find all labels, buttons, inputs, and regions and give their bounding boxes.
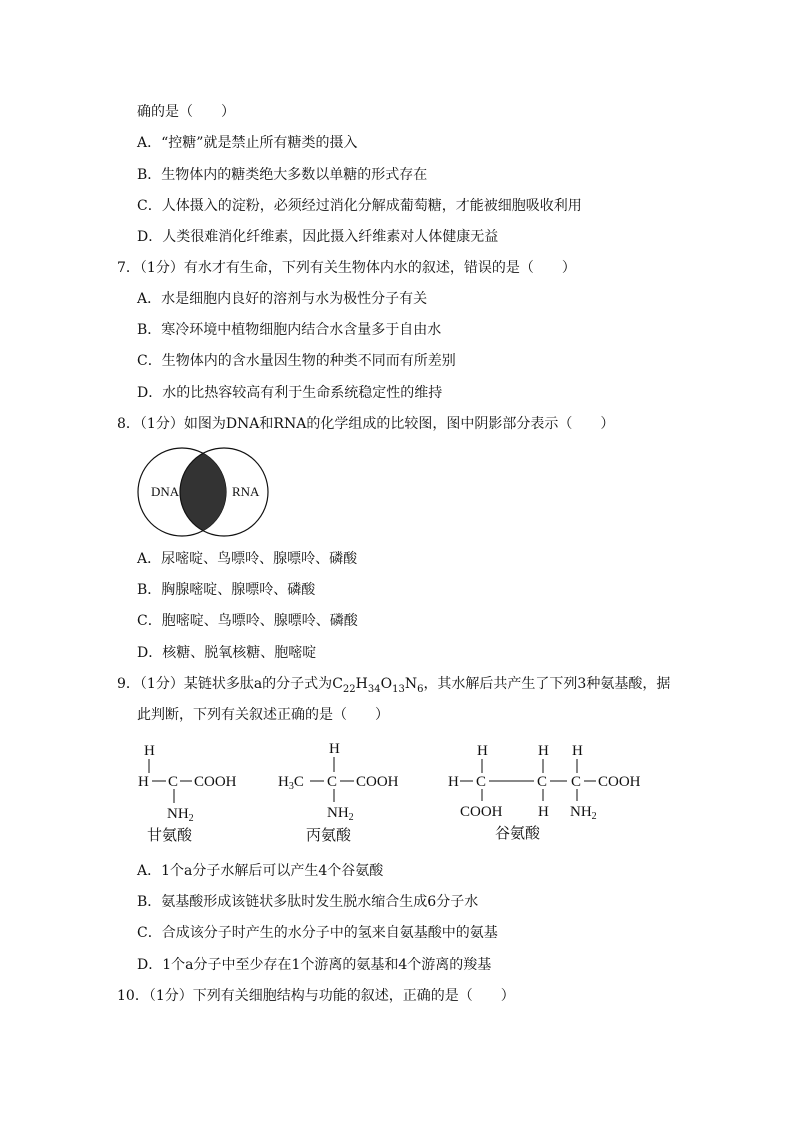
option-text: 1个a分子中至少存在1个游离的氨基和4个游离的羧基 bbox=[162, 957, 492, 973]
option-text: 人类很难消化纤维素，因此摄入纤维素对人体健康无益 bbox=[162, 229, 499, 245]
svg-text:H: H bbox=[144, 743, 155, 759]
option-text: 生物体内的糖类绝大多数以单糖的形式存在 bbox=[161, 167, 428, 183]
q7-option-b bbox=[137, 321, 441, 339]
option-label: C． bbox=[137, 198, 162, 214]
option-text: 水是细胞内良好的溶剂与水为极性分子有关 bbox=[161, 291, 428, 307]
alanine-label: 丙氨酸 bbox=[306, 828, 352, 844]
q9-stem bbox=[117, 675, 670, 699]
svg-text:COOH: COOH bbox=[460, 804, 503, 820]
q7-option-a bbox=[137, 290, 427, 308]
q10-stem bbox=[117, 987, 515, 1005]
q8-option-c bbox=[137, 612, 358, 630]
question-text-pre: （1分）某链状多肽a的分子式为 bbox=[139, 676, 333, 692]
option-label: C． bbox=[137, 353, 162, 369]
option-label: C． bbox=[137, 925, 162, 941]
q6-option-c bbox=[137, 197, 582, 215]
q9-option-c bbox=[137, 924, 498, 942]
svg-text:H: H bbox=[448, 774, 459, 790]
option-text: 氨基酸形成该链状多肽时发生脱水缩合生成6分子水 bbox=[161, 894, 479, 910]
option-text: 生物体内的含水量因生物的种类不同而有所差别 bbox=[161, 353, 456, 369]
svg-text:C: C bbox=[537, 774, 548, 790]
option-label: D． bbox=[137, 229, 163, 245]
svg-text:H: H bbox=[572, 743, 583, 759]
question-text: （1分）有水才有生命，下列有关生物体内水的叙述，错误的是（ ） bbox=[139, 260, 576, 276]
option-label: B． bbox=[137, 894, 162, 910]
glutamate-structure bbox=[448, 743, 641, 842]
question-number: 8． bbox=[117, 416, 140, 432]
question-text-post: ，其水解后共产生了下列3种氨基酸，据 bbox=[423, 676, 671, 692]
q6-option-b bbox=[137, 166, 427, 184]
svg-text:C: C bbox=[168, 774, 179, 790]
q9-option-a bbox=[137, 862, 383, 880]
q7-option-c bbox=[137, 352, 456, 370]
svg-text:NH2: $NH_2$ bbox=[327, 805, 354, 823]
option-label: A． bbox=[137, 551, 162, 567]
option-label: B． bbox=[137, 167, 162, 183]
q8-option-d bbox=[137, 644, 316, 662]
option-text: “控糖”就是禁止所有糖类的摄入 bbox=[161, 135, 358, 151]
svg-text:COOH: COOH bbox=[356, 774, 399, 790]
svg-text:COOH: COOH bbox=[194, 774, 237, 790]
dna-label: DNA bbox=[151, 484, 180, 499]
molecular-formula: $C_{22}H_{34}O_{13}N_6$ bbox=[332, 676, 424, 695]
alanine-structure bbox=[278, 741, 399, 844]
glycine-label: 甘氨酸 bbox=[147, 828, 193, 844]
question-text: （1分）如图为DNA和RNA的化学组成的比较图，图中阴影部分表示（ ） bbox=[139, 416, 615, 432]
svg-text:H: H bbox=[138, 774, 149, 790]
option-label: A． bbox=[137, 135, 162, 151]
svg-text:H: H bbox=[329, 741, 340, 757]
q8-option-a bbox=[137, 550, 357, 568]
q7-stem bbox=[117, 259, 576, 277]
option-label: A． bbox=[137, 863, 162, 879]
svg-text:C: C bbox=[476, 774, 487, 790]
question-number: 9． bbox=[117, 676, 140, 692]
svg-text:NH2: $NH_2$ bbox=[167, 806, 194, 824]
svg-text:C: C bbox=[327, 774, 338, 790]
question-text: （1分）下列有关细胞结构与功能的叙述，正确的是（ ） bbox=[148, 988, 515, 1004]
option-text: 人体摄入的淀粉，必须经过消化分解成葡萄糖，才能被细胞吸收利用 bbox=[161, 198, 582, 214]
option-label: B． bbox=[137, 322, 162, 338]
q7-option-d bbox=[137, 384, 442, 402]
amino-acid-structures bbox=[130, 738, 670, 848]
svg-text:H: H bbox=[477, 743, 488, 759]
question-number: 10． bbox=[117, 988, 149, 1004]
q9-stem-line2: 此判断，下列有关叙述正确的是（ ） bbox=[137, 707, 389, 723]
option-label: A． bbox=[137, 291, 162, 307]
q9-option-b bbox=[137, 893, 478, 911]
option-label: B． bbox=[137, 582, 162, 598]
q6-stem-continuation: 确的是（ ） bbox=[137, 104, 235, 120]
option-label: D． bbox=[137, 645, 163, 661]
svg-text:H: H bbox=[538, 743, 549, 759]
option-label: D． bbox=[137, 385, 163, 401]
svg-text:H3C: $H_3C$ bbox=[278, 774, 304, 792]
glycine-structure bbox=[138, 743, 237, 844]
option-text: 核糖、脱氧核糖、胞嘧啶 bbox=[162, 645, 317, 661]
option-text: 寒冷环境中植物细胞内结合水含量多于自由水 bbox=[161, 322, 442, 338]
rna-label: RNA bbox=[232, 484, 260, 499]
option-label: D． bbox=[137, 957, 163, 973]
svg-text:H: H bbox=[538, 804, 549, 820]
svg-text:C: C bbox=[571, 774, 582, 790]
option-text: 胞嘧啶、鸟嘌呤、腺嘌呤、磷酸 bbox=[161, 613, 358, 629]
q8-option-b bbox=[137, 581, 315, 599]
option-text: 合成该分子时产生的水分子中的氢来自氨基酸中的氨基 bbox=[161, 925, 498, 941]
q6-option-a bbox=[137, 134, 357, 152]
option-text: 1个a分子水解后可以产生4个谷氨酸 bbox=[161, 863, 384, 879]
option-label: C． bbox=[137, 613, 162, 629]
q6-option-d bbox=[137, 228, 498, 246]
glutamate-label: 谷氨酸 bbox=[495, 826, 541, 842]
svg-text:COOH: COOH bbox=[598, 774, 641, 790]
option-text: 水的比热容较高有利于生命系统稳定性的维持 bbox=[162, 385, 443, 401]
venn-diagram bbox=[137, 446, 277, 538]
q8-stem bbox=[117, 415, 614, 433]
question-number: 7． bbox=[117, 260, 140, 276]
option-text: 尿嘧啶、鸟嘌呤、腺嘌呤、磷酸 bbox=[161, 551, 358, 567]
q9-option-d bbox=[137, 956, 491, 974]
svg-text:NH2: $NH_2$ bbox=[570, 804, 597, 822]
option-text: 胸腺嘧啶、腺嘌呤、磷酸 bbox=[161, 582, 316, 598]
